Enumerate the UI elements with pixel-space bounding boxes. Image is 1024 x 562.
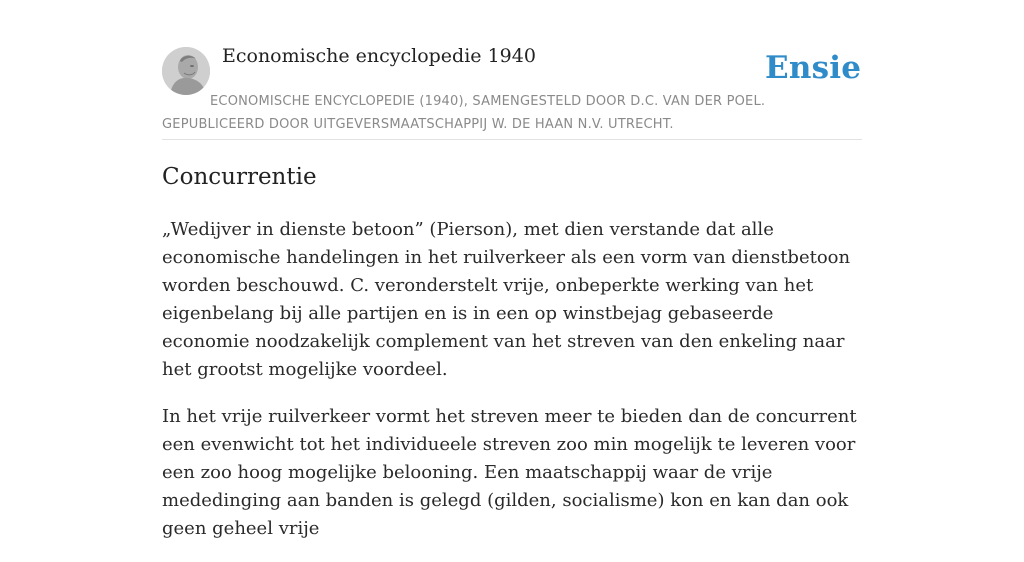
entry-paragraph: „Wedijver in dienste betoon” (Pierson), met dien verstande dat alle economische handelingen in het ruilverkeer als een vorm van dienstbetoon worden beschouwd. C. veronderstelt vrije, onbeperkte werking van het eigenbelang bij alle partijen en is in een op winstbejag gebaseerde economie noodzakelijk complement van het streven van den enkeling naar het grootst mogelijke voordeel. bbox=[162, 219, 851, 380]
header-divider bbox=[162, 139, 862, 140]
entry-title: Concurrentie bbox=[162, 164, 317, 190]
portrait-icon[interactable] bbox=[162, 47, 210, 95]
entry-paragraph: In het vrije ruilverkeer vormt het streven meer te bieden dan de concurrent een evenwicht tot het individueele streven zoo min mogelijk te leveren voor een zoo hoog mogelijke belooning. Een maatschappij waar de vrije mededinging aan banden is gelegd (gilden, socialisme) kon en kan dan ook geen geheel vrije bbox=[162, 406, 857, 539]
entry-body bbox=[162, 216, 862, 562]
source-meta: ECONOMISCHE ENCYCLOPEDIE (1940), SAMENGESTELD DOOR D.C. VAN DER POEL. GEPUBLICEERD DOOR UITGEVERSMAATSCHAPPIJ W. DE HAAN N.V. UTRECHT. bbox=[162, 94, 766, 132]
ensie-logo[interactable]: Ensie bbox=[765, 50, 862, 86]
book-title[interactable]: Economische encyclopedie 1940 bbox=[222, 45, 536, 67]
